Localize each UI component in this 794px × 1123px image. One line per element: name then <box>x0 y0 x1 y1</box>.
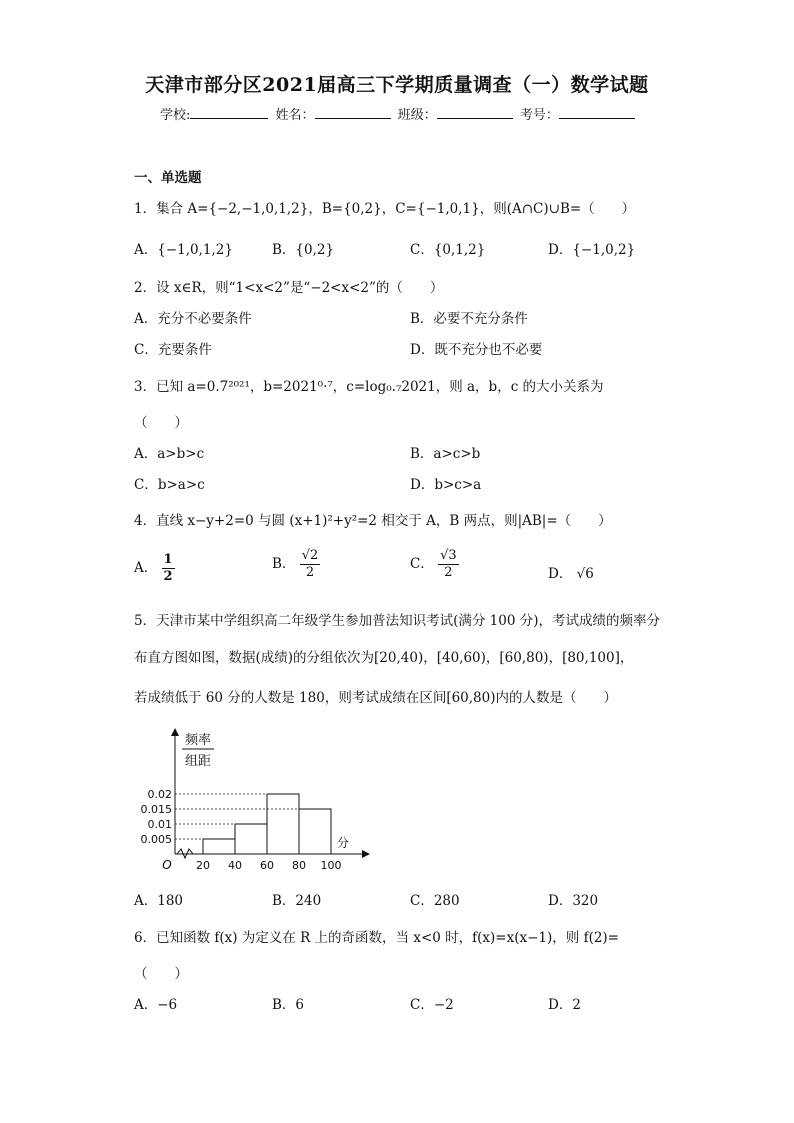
q4-option-a-fraction <box>162 552 175 585</box>
q4-option-d-label: D． <box>548 566 573 582</box>
q6-option-d[interactable]: D．2 <box>548 997 581 1013</box>
q2-option-a[interactable]: A．充分不必要条件 <box>134 311 252 327</box>
histogram-bar-80 <box>299 809 331 854</box>
q3-stem: 3．已知 a=0.7²⁰²¹，b=2021⁰·⁷，c=log₀.₇2021，则 a，b，c 的大小关系为 <box>134 379 604 395</box>
x-axis-label: 分 <box>336 836 350 850</box>
q4-c-denominator: 2 <box>444 565 453 580</box>
y-tick-label-3: 0.02 <box>147 788 172 801</box>
q3-paren: （ ） <box>134 415 188 431</box>
q5-line-3: 若成绩低于 60 分的人数是 180，则考试成绩在区间[60,80)内的人数是（ ） <box>134 690 617 706</box>
x-tick-label-60: 60 <box>260 859 274 872</box>
q3-option-b[interactable]: B．a>c>b <box>410 446 481 462</box>
x-tick-label-100: 100 <box>320 859 342 872</box>
q4-option-c[interactable] <box>410 548 459 581</box>
y-label-bottom: 组距 <box>184 754 212 769</box>
histogram-bar-20 <box>203 839 235 854</box>
q6-option-c[interactable]: C．−2 <box>410 997 454 1013</box>
q3-option-a[interactable]: A．a>b>c <box>134 446 205 462</box>
q2-option-c[interactable]: C．充要条件 <box>134 342 212 358</box>
q3-option-c[interactable]: C．b>a>c <box>134 477 205 493</box>
q4-option-b[interactable] <box>272 548 320 581</box>
q1-option-a[interactable]: A．{−1,0,1,2} <box>134 242 233 258</box>
q1-option-d[interactable]: D．{−1,0,2} <box>548 242 636 258</box>
q2-stem: 2．设 x∈R，则“1<x<2”是“−2<x<2”的（ ） <box>134 280 444 296</box>
name-field[interactable] <box>315 106 391 119</box>
q4-b-numerator: √2 <box>301 548 319 563</box>
q1-option-b[interactable]: B．{0,2} <box>272 242 335 258</box>
q3-option-d[interactable]: D．b>c>a <box>410 477 482 493</box>
number-label: 考号： <box>519 108 559 123</box>
q1-stem: 1．集合 A={−2,−1,0,1,2}，B={0,2}，C={−1,0,1}，则(A∩C)∪B=（ ） <box>134 201 636 217</box>
q4-option-c-label: C． <box>410 556 434 572</box>
q6-stem: 6．已知函数 f(x) 为定义在 R 上的奇函数，当 x<0 时，f(x)=x(x−1)，则 f(2)= <box>134 930 619 946</box>
q4-a-numerator: 1 <box>163 552 173 567</box>
number-field[interactable] <box>559 106 635 119</box>
q4-option-a[interactable] <box>134 552 175 585</box>
x-tick-label-80: 80 <box>292 859 306 872</box>
student-info <box>160 104 638 123</box>
q2-option-b[interactable]: B．必要不充分条件 <box>410 311 528 327</box>
q5-line-2: 布直方图如图，数据(成绩)的分组依次为[20,40)，[40,60)，[60,80)，[80,100]， <box>134 650 634 666</box>
histogram-bar-60 <box>267 794 299 854</box>
q5-option-d[interactable]: D．320 <box>548 893 599 909</box>
q2-option-d[interactable]: D．既不充分也不必要 <box>410 342 543 358</box>
q1-option-c[interactable]: C．{0,1,2} <box>410 242 486 258</box>
q4-stem: 4．直线 x−y+2=0 与圆 (x+1)²+y²=2 相交于 A，B 两点，则|AB|=（ ） <box>134 513 612 529</box>
q5-option-c[interactable]: C．280 <box>410 893 460 909</box>
class-field[interactable] <box>437 106 513 119</box>
name-label: 姓名： <box>275 108 315 123</box>
q4-option-d[interactable] <box>548 562 594 582</box>
q5-option-b[interactable]: B．240 <box>272 893 322 909</box>
q6-option-a[interactable]: A．−6 <box>134 997 178 1013</box>
section-heading: 一、单选题 <box>134 170 202 186</box>
x-tick-label-40: 40 <box>228 859 242 872</box>
y-axis-arrow <box>171 728 179 736</box>
y-tick-label-0: 0.005 <box>140 833 172 846</box>
x-tick-label-20: 20 <box>196 859 210 872</box>
x-axis-arrow <box>362 850 370 858</box>
q4-b-denominator: 2 <box>305 565 315 580</box>
histogram-bar-40 <box>235 824 267 854</box>
q4-a-denominator: 2 <box>163 569 173 584</box>
q5-option-a[interactable]: A．180 <box>134 893 184 909</box>
y-tick-label-2: 0.015 <box>140 803 172 816</box>
school-label: 学校: <box>160 108 191 123</box>
q4-option-c-fraction <box>438 548 459 581</box>
y-tick-label-1: 0.01 <box>147 818 172 831</box>
q4-option-b-label: B． <box>272 556 296 572</box>
q4-option-b-fraction <box>300 548 321 581</box>
q6-option-b[interactable]: B．6 <box>272 997 305 1013</box>
class-label: 班级： <box>397 108 437 123</box>
q6-paren: （ ） <box>134 966 188 982</box>
q5-line-1: 5．天津市某中学组织高二年级学生参加普法知识考试(满分 100 分)，考试成绩的频率分 <box>134 613 660 629</box>
histogram-chart <box>130 724 380 876</box>
origin-label: O <box>162 858 172 872</box>
q4-option-a-label: A． <box>134 560 158 576</box>
y-label-top: 频率 <box>184 733 212 748</box>
page-title: 天津市部分区2021届高三下学期质量调查（一）数学试题 <box>145 74 649 96</box>
q4-d-value: √6 <box>576 566 594 582</box>
school-field[interactable] <box>190 106 268 119</box>
q4-c-numerator: √3 <box>440 548 457 563</box>
